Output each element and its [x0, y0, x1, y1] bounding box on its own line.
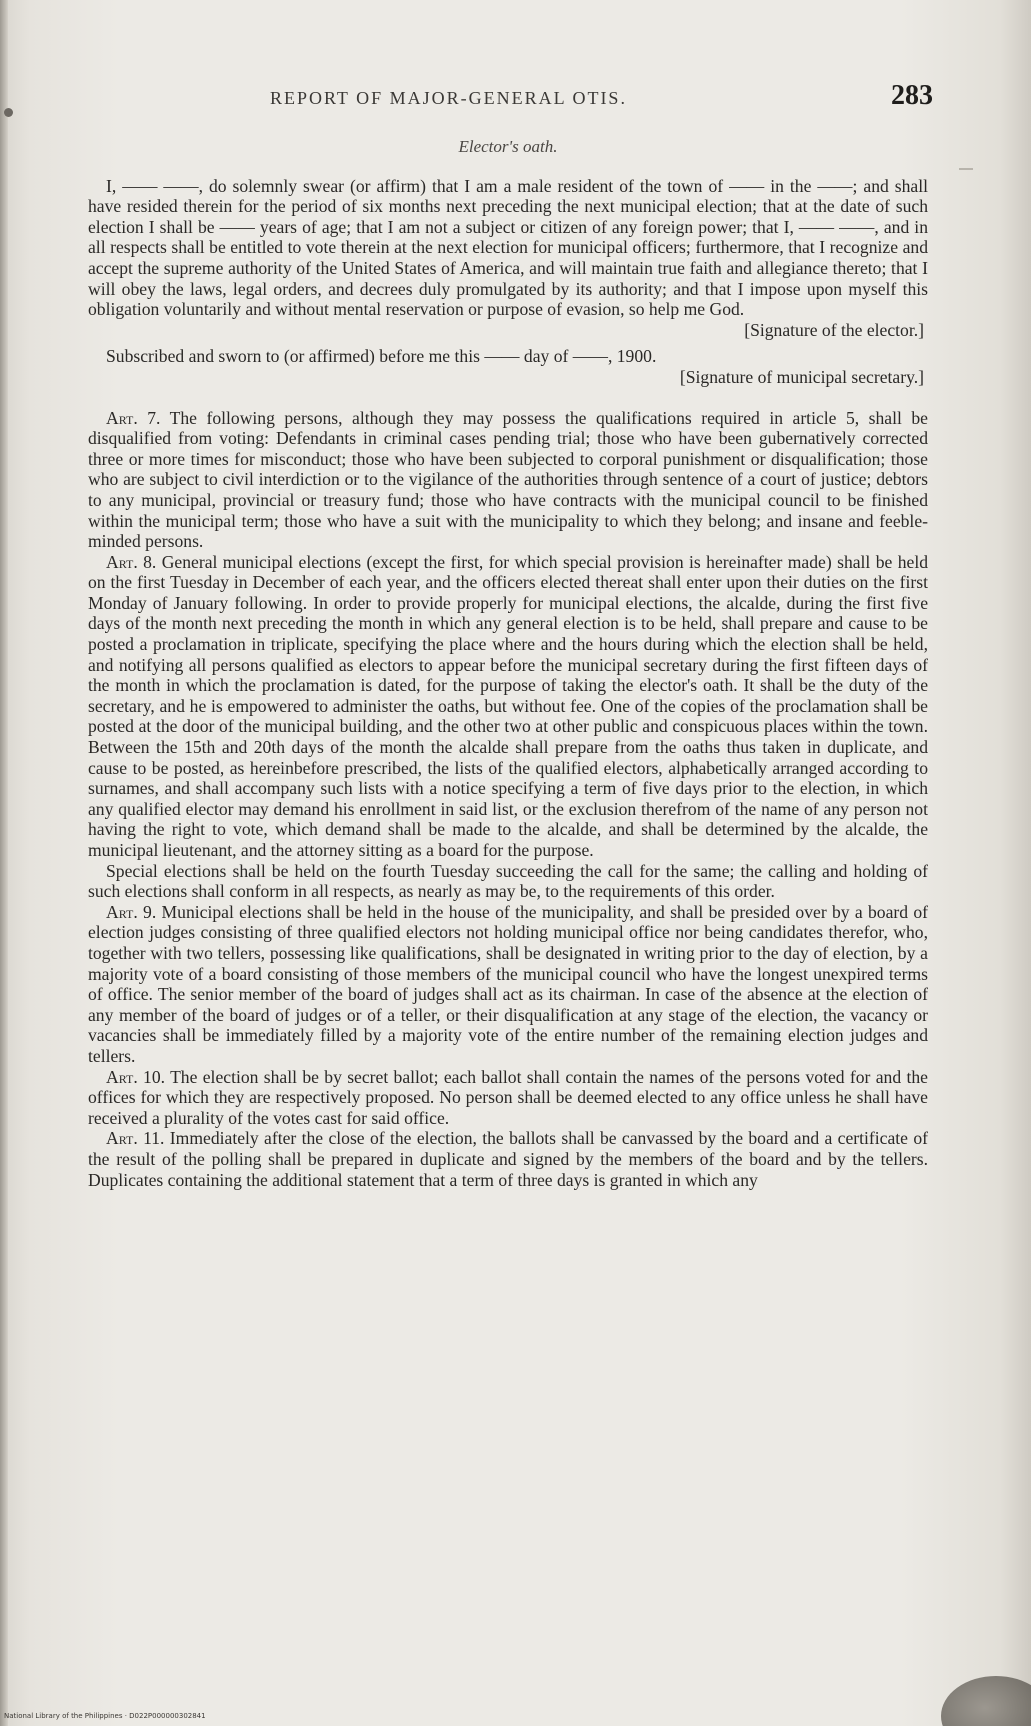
page-number: 283: [891, 80, 933, 111]
article-10: [88, 1067, 928, 1129]
section-subhead: Elector's oath.: [458, 137, 558, 156]
secretary-signature: [Signature of municipal secretary.]: [679, 366, 924, 387]
article-label: Art. 9.: [106, 901, 157, 922]
binding-dot: [4, 108, 13, 117]
page-gutter: [0, 0, 8, 1726]
article-text: The election shall be by secret ballot; each ballot shall contain the names of the persons voted for and the offices for which they are respectively proposed. No person shall be deemed elected to any office unless he shall have received a plurality of the votes cast for said office.: [88, 1066, 928, 1128]
special-elections-paragraph: [88, 861, 928, 902]
archive-footer: National Library of the Philippines · D022P000000302841: [4, 1712, 206, 1720]
article-label: Art. 11.: [106, 1128, 165, 1149]
article-text: The following persons, although they may possess the qualifications required in article 5, shall be disqualified from voting: Defendants in criminal cases pending trial; those who have been gubernatively corrected three or more times for misconduct; those who have been subjected to corporal punishment or disqualification; those who are subject to civil interdiction or to the vigilance of the authorities through sentence of a court of justice; debtors to any municipal, provincial or treasury fund; those who have contracts with the municipal council to be finished within the municipal term; those who have a suit with the municipality to which they belong; and insane and feeble-minded persons.: [88, 407, 928, 552]
page-header: [270, 80, 933, 116]
article-text: Special elections shall be held on the fourth Tuesday succeeding the call for the same; the calling and holding of such elections shall conform in all respects, as nearly as may be, to the requirements of this order.: [88, 860, 928, 902]
article-text: Immediately after the close of the election, the ballots shall be canvassed by the board and a certificate of the result of the polling shall be prepared in duplicate and signed by the members of the board and by the tellers. Duplicates containing the additional statement that a term of three days is granted in which any: [88, 1128, 929, 1190]
subscribed-line: Subscribed and sworn to (or affirmed) before me this —— day of ——, 1900.: [106, 346, 657, 367]
spacer: [88, 394, 928, 408]
article-label: Art. 10.: [106, 1066, 166, 1087]
article-text: General municipal elections (except the first, for which special provision is hereinafter made) shall be held on the first Tuesday in December of each year, and the officers elected thereat shall enter upon their duties on the first Monday of January following. In order to provide properly for municipal elections, the alcalde, during the first five days of the month next preceding the month in which any general election is to be held, shall prepare and cause to be posted a proclamation in triplicate, specifying the place where and the hours during which the election shall be held, and notifying all persons qualified as electors to appear before the municipal secretary during the first fifteen days of the month in which the proclamation is dated, for the purpose of taking the elector's oath. It shall be the duty of the secretary, and he is empowered to administer the oaths, but without fee. One of the copies of the proclamation shall be posted at the door of the municipal building, and the other two at other public and conspicuous places within the town. Between the 15th and 20th days of the month the alcalde shall prepare from the oaths thus taken in duplicate, and cause to be posted, as hereinbefore prescribed, the lists of the qualified electors, alphabetically arranged according to surnames, and shall accompany such lists with a notice specifying a term of five days prior to the election, in which any qualified elector may demand his enrollment in said list, or the exclusion therefrom of the name of any person not having the right to vote, which demand shall be made to the alcalde, and shall be determined by the alcalde, the municipal lieutenant, and the attorney sitting as a board for the purpose.: [88, 551, 929, 860]
article-text: Municipal elections shall be held in the house of the municipality, and shall be presided over by a board of election judges consisting of three qualified electors not holding municipal office nor being candidates therefor, who, together with two tellers, possessing like qualifications, shall be designated in writing prior to the day of election, by a majority vote of a board consisting of those members of the municipal council who have the longest unexpired terms of office. The senior member of the board of judges shall act as its chairman. In case of the absence at the election of any member of the board of judges or of a teller, or their disqualification at any stage of the election, the vacancy or vacancies shall be immediately filled by a majority vote of the entire number of the remaining election judges and tellers.: [88, 901, 929, 1066]
text-column: [88, 135, 928, 1190]
running-head: REPORT OF MAJOR-GENERAL OTIS.: [270, 88, 627, 108]
article-9: [88, 902, 928, 1067]
article-label: Art. 8.: [106, 551, 157, 572]
article-label: Art. 7.: [106, 407, 161, 428]
article-8: [88, 552, 928, 861]
article-11: [88, 1128, 928, 1190]
scanner-thumb-shadow: [941, 1676, 1031, 1726]
elector-signature: [Signature of the elector.]: [744, 319, 924, 340]
margin-mark: [959, 168, 973, 170]
oath-body: I, —— ——, do solemnly swear (or affirm) that I am a male resident of the town of —— in the ——; and shall have resided therein for the period of six months next preceding the next municipal election; that at the date of such election I shall be —— years of age; that I am not a subject or citizen of any foreign power; that I, —— ——, and in all respects shall be entitled to vote therein at the next election for municipal officers; furthermore, that I recognize and accept the supreme authority of the United States of America, and will maintain true faith and allegiance thereto; that I will obey the laws, legal orders, and decrees duly promulgated by its authority; and that I impose upon myself this obligation voluntarily and without mental reservation or purpose of evasion, so help me God.: [88, 175, 928, 320]
article-7: [88, 408, 928, 552]
